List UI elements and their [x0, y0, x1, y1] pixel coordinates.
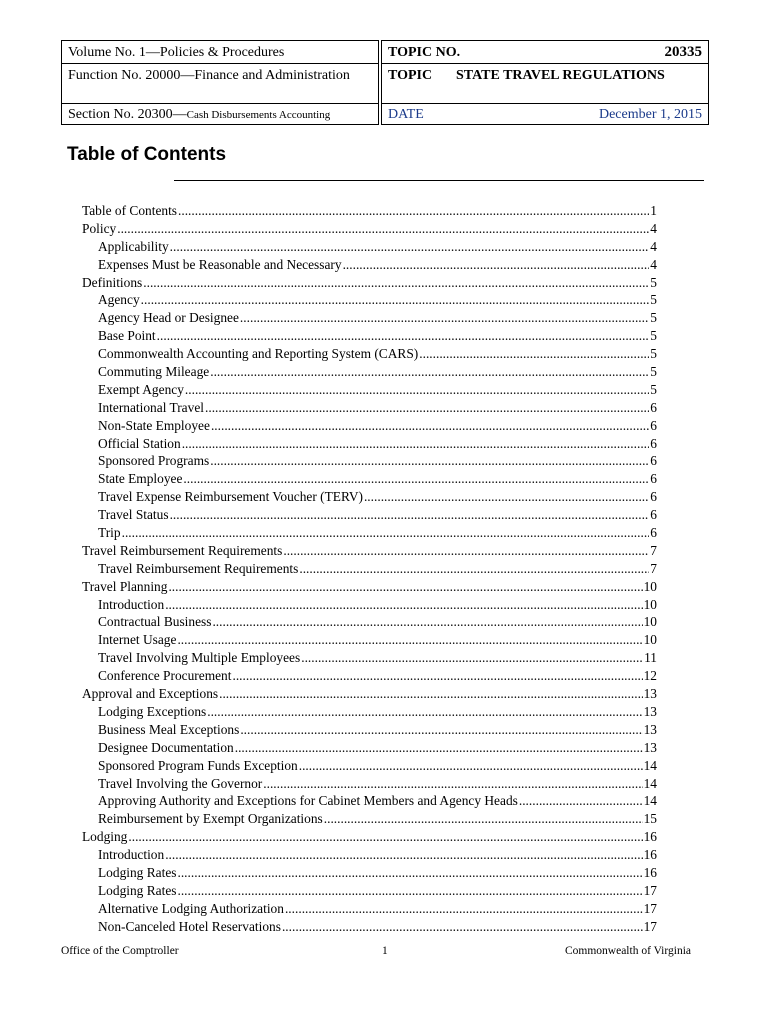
toc-entry-title: Introduction	[98, 596, 165, 612]
toc-entry[interactable]	[82, 345, 657, 363]
toc-dot-leader	[177, 631, 642, 649]
page-footer	[61, 945, 691, 961]
toc-dot-leader	[519, 792, 643, 810]
toc-entry-page: 10	[643, 596, 657, 612]
toc-dot-leader	[419, 345, 649, 363]
toc-entry-page: 1	[650, 203, 657, 218]
toc-entry-title: Lodging Rates	[98, 864, 177, 880]
toc-entry[interactable]	[82, 435, 657, 453]
toc-dot-leader	[143, 274, 649, 292]
toc-entry[interactable]	[82, 202, 657, 220]
toc-entry[interactable]	[82, 220, 657, 238]
toc-entry[interactable]	[82, 739, 657, 757]
toc-entry-title: Lodging	[82, 829, 128, 845]
toc-entry-title: Internet Usage	[98, 632, 177, 648]
toc-entry-page: 10	[643, 632, 657, 648]
toc-entry-page: 17	[643, 900, 657, 916]
toc-dot-leader	[177, 864, 642, 882]
toc-entry-title: Reimbursement by Exempt Organizations	[98, 811, 323, 827]
toc-entry-title: Approval and Exceptions	[82, 686, 219, 702]
toc-entry-title: Agency	[98, 292, 140, 308]
toc-entry-page: 4	[650, 220, 657, 236]
toc-dot-leader	[210, 363, 649, 381]
footer-commonwealth: Commonwealth of Virginia	[564, 945, 691, 957]
footer-page-number: 1	[382, 945, 388, 957]
toc-entry[interactable]	[82, 417, 657, 435]
topic-number-label: TOPIC NO.	[388, 45, 461, 60]
toc-entry-title: Travel Status	[98, 507, 169, 523]
footer-office: Office of the Comptroller	[61, 945, 179, 957]
toc-entry-title: Introduction	[98, 847, 165, 863]
toc-entry[interactable]	[82, 864, 657, 882]
toc-entry-page: 10	[643, 578, 657, 594]
toc-entry-page: 16	[643, 829, 657, 845]
volume-cell	[62, 41, 378, 64]
toc-entry[interactable]	[82, 667, 657, 685]
toc-entry-page: 17	[643, 918, 657, 934]
toc-entry-page: 5	[650, 274, 657, 290]
toc-dot-leader	[177, 882, 642, 900]
toc-entry-title: Official Station	[98, 435, 181, 451]
toc-entry[interactable]	[82, 828, 657, 846]
date-value: December 1, 2015	[598, 107, 702, 122]
toc-entry-title: Table of Contents	[82, 203, 178, 218]
toc-entry-title: State Employee	[98, 471, 183, 487]
date-cell	[382, 104, 708, 124]
toc-dot-leader	[212, 613, 642, 631]
toc-entry-page: 15	[643, 811, 657, 827]
toc-entry-title: Lodging Rates	[98, 882, 177, 898]
toc-entry-title: Designee Documentation	[98, 739, 234, 755]
toc-entry-page: 14	[643, 793, 657, 809]
toc-dot-leader	[117, 220, 649, 238]
toc-entry-title: Non-Canceled Hotel Reservations	[98, 918, 281, 934]
toc-entry[interactable]	[82, 757, 657, 775]
topic-title: STATE TRAVEL REGULATIONS	[456, 68, 665, 83]
document-header	[61, 40, 709, 125]
toc-dot-leader	[299, 560, 649, 578]
toc-entry-page: 16	[643, 864, 657, 880]
toc-entry-title: Conference Procurement	[98, 668, 232, 684]
toc-entry[interactable]	[82, 882, 657, 900]
toc-entry-page: 13	[643, 686, 657, 702]
toc-entry-title: Expenses Must be Reasonable and Necessary	[98, 256, 342, 272]
toc-dot-leader	[122, 524, 650, 542]
toc-entry[interactable]	[82, 721, 657, 739]
toc-entry[interactable]	[82, 327, 657, 345]
toc-dot-leader	[240, 309, 649, 327]
toc-entry[interactable]	[82, 542, 657, 560]
section-prefix: Section No. 20300—	[68, 107, 187, 122]
toc-entry[interactable]	[82, 452, 657, 470]
toc-entry-page: 6	[650, 471, 657, 487]
toc-entry-page: 13	[643, 703, 657, 719]
function-text: Function No. 20000—Finance and Administration	[68, 68, 350, 83]
toc-entry[interactable]	[82, 506, 657, 524]
toc-dot-leader	[205, 399, 649, 417]
toc-entry-page: 5	[650, 381, 657, 397]
toc-entry[interactable]	[82, 399, 657, 417]
toc-entry-page: 4	[650, 238, 657, 254]
toc-entry-page: 11	[644, 650, 657, 666]
toc-entry-title: Travel Planning	[82, 578, 168, 594]
toc-entry[interactable]	[82, 900, 657, 918]
toc-entry[interactable]	[82, 649, 657, 667]
toc-entry-title: Sponsored Programs	[98, 453, 210, 469]
toc-dot-leader	[157, 327, 650, 345]
toc-entry-title: Applicability	[98, 238, 169, 254]
toc-dot-leader	[210, 452, 649, 470]
toc-entry-page: 6	[650, 453, 657, 469]
toc-entry-title: Non-State Employee	[98, 417, 210, 433]
toc-entry[interactable]	[82, 363, 657, 381]
toc-entry-page: 5	[650, 328, 657, 344]
toc-entry[interactable]	[82, 703, 657, 721]
topic-number: 20335	[664, 44, 702, 60]
toc-entry[interactable]	[82, 274, 657, 292]
toc-entry-page: 6	[650, 525, 657, 541]
toc-dot-leader	[235, 739, 643, 757]
toc-dot-leader	[178, 202, 649, 220]
toc-entry-title: Alternative Lodging Authorization	[98, 900, 284, 916]
toc-dot-leader	[282, 918, 643, 936]
date-label: DATE	[388, 107, 424, 122]
topic-label: TOPIC	[388, 68, 433, 83]
toc-dot-leader	[240, 721, 642, 739]
toc-entry-page: 13	[643, 739, 657, 755]
toc-entry-page: 5	[650, 292, 657, 308]
toc-entry-page: 16	[643, 847, 657, 863]
toc-entry[interactable]	[82, 238, 657, 256]
toc-entry[interactable]	[82, 775, 657, 793]
toc-entry-page: 17	[643, 882, 657, 898]
table-of-contents	[82, 202, 657, 936]
toc-entry[interactable]	[82, 488, 657, 506]
toc-entry-title: Travel Expense Reimbursement Voucher (TERV)	[98, 489, 363, 505]
toc-entry-title: Travel Involving Multiple Employees	[98, 650, 301, 666]
toc-dot-leader	[364, 488, 649, 506]
toc-entry-title: Contractual Business	[98, 614, 212, 630]
toc-dot-leader	[183, 470, 649, 488]
toc-entry[interactable]	[82, 524, 657, 542]
toc-entry-title: Policy	[82, 220, 117, 236]
toc-entry-page: 10	[643, 614, 657, 630]
toc-entry-page: 5	[650, 346, 657, 362]
topic-cell	[382, 64, 708, 104]
toc-entry[interactable]	[82, 578, 657, 596]
section-cell	[62, 104, 378, 124]
header-right-box	[381, 40, 709, 125]
section-name: Cash Disbursements Accounting	[186, 109, 331, 121]
toc-entry[interactable]	[82, 560, 657, 578]
toc-entry-title: International Travel	[98, 399, 204, 415]
toc-entry[interactable]	[82, 381, 657, 399]
toc-dot-leader	[207, 703, 642, 721]
toc-entry-title: Agency Head or Designee	[98, 310, 239, 326]
toc-dot-leader	[182, 435, 650, 453]
page-title: Table of Contents	[67, 144, 227, 165]
toc-entry[interactable]	[82, 291, 657, 309]
toc-entry-title: Business Meal Exceptions	[98, 721, 240, 737]
toc-dot-leader	[285, 900, 643, 918]
toc-dot-leader	[283, 542, 649, 560]
toc-entry-page: 4	[650, 256, 657, 272]
toc-entry-page: 14	[643, 757, 657, 773]
toc-entry-page: 6	[650, 399, 657, 415]
toc-entry[interactable]	[82, 685, 657, 703]
toc-entry-page: 12	[643, 668, 657, 684]
topic-number-cell	[382, 41, 708, 64]
header-left-box	[61, 40, 379, 125]
toc-dot-leader	[232, 667, 642, 685]
toc-entry-title: Commonwealth Accounting and Reporting System (CARS)	[98, 346, 419, 362]
toc-entry[interactable]	[82, 470, 657, 488]
toc-entry-title: Definitions	[82, 274, 143, 290]
toc-entry-title: Sponsored Program Funds Exception	[98, 757, 298, 773]
toc-entry-title: Travel Reimbursement Requirements	[82, 542, 283, 558]
toc-dot-leader	[141, 291, 650, 309]
toc-entry-title: Commuting Mileage	[98, 364, 210, 380]
toc-dot-leader	[165, 596, 642, 614]
toc-dot-leader	[211, 417, 649, 435]
toc-entry[interactable]	[82, 309, 657, 327]
toc-entry-title: Base Point	[98, 328, 156, 344]
toc-entry-page: 7	[650, 560, 657, 576]
toc-entry[interactable]	[82, 613, 657, 631]
toc-dot-leader	[299, 757, 643, 775]
toc-entry[interactable]	[82, 810, 657, 828]
toc-entry-title: Exempt Agency	[98, 381, 184, 397]
toc-entry-page: 5	[650, 310, 657, 326]
toc-entry[interactable]	[82, 792, 657, 810]
function-cell	[62, 64, 378, 104]
toc-entry-page: 7	[650, 542, 657, 558]
volume-text: Volume No. 1—Policies & Procedures	[68, 45, 285, 60]
toc-entry-page: 6	[650, 417, 657, 433]
toc-entry-title: Lodging Exceptions	[98, 703, 207, 719]
toc-dot-leader	[165, 846, 642, 864]
title-divider	[174, 180, 704, 181]
toc-entry-page: 5	[650, 364, 657, 380]
toc-dot-leader	[170, 506, 650, 524]
toc-dot-leader	[263, 775, 642, 793]
toc-entry[interactable]	[82, 631, 657, 649]
toc-dot-leader	[185, 381, 649, 399]
toc-entry[interactable]	[82, 846, 657, 864]
toc-dot-leader	[170, 238, 650, 256]
toc-entry-title: Approving Authority and Exceptions for Cabinet Members and Agency Heads	[98, 793, 518, 809]
toc-dot-leader	[168, 578, 642, 596]
toc-entry-page: 13	[643, 721, 657, 737]
toc-entry[interactable]	[82, 596, 657, 614]
toc-dot-leader	[301, 649, 643, 667]
toc-entry-page: 6	[650, 507, 657, 523]
toc-entry[interactable]	[82, 918, 657, 936]
toc-dot-leader	[343, 256, 650, 274]
toc-dot-leader	[128, 828, 642, 846]
toc-dot-leader	[219, 685, 643, 703]
toc-entry-page: 14	[643, 775, 657, 791]
toc-entry-page: 6	[650, 435, 657, 451]
toc-entry-page: 6	[650, 489, 657, 505]
toc-entry[interactable]	[82, 256, 657, 274]
toc-entry-title: Travel Reimbursement Requirements	[98, 560, 299, 576]
toc-dot-leader	[324, 810, 643, 828]
toc-entry-title: Travel Involving the Governor	[98, 775, 263, 791]
toc-entry-title: Trip	[98, 525, 121, 541]
